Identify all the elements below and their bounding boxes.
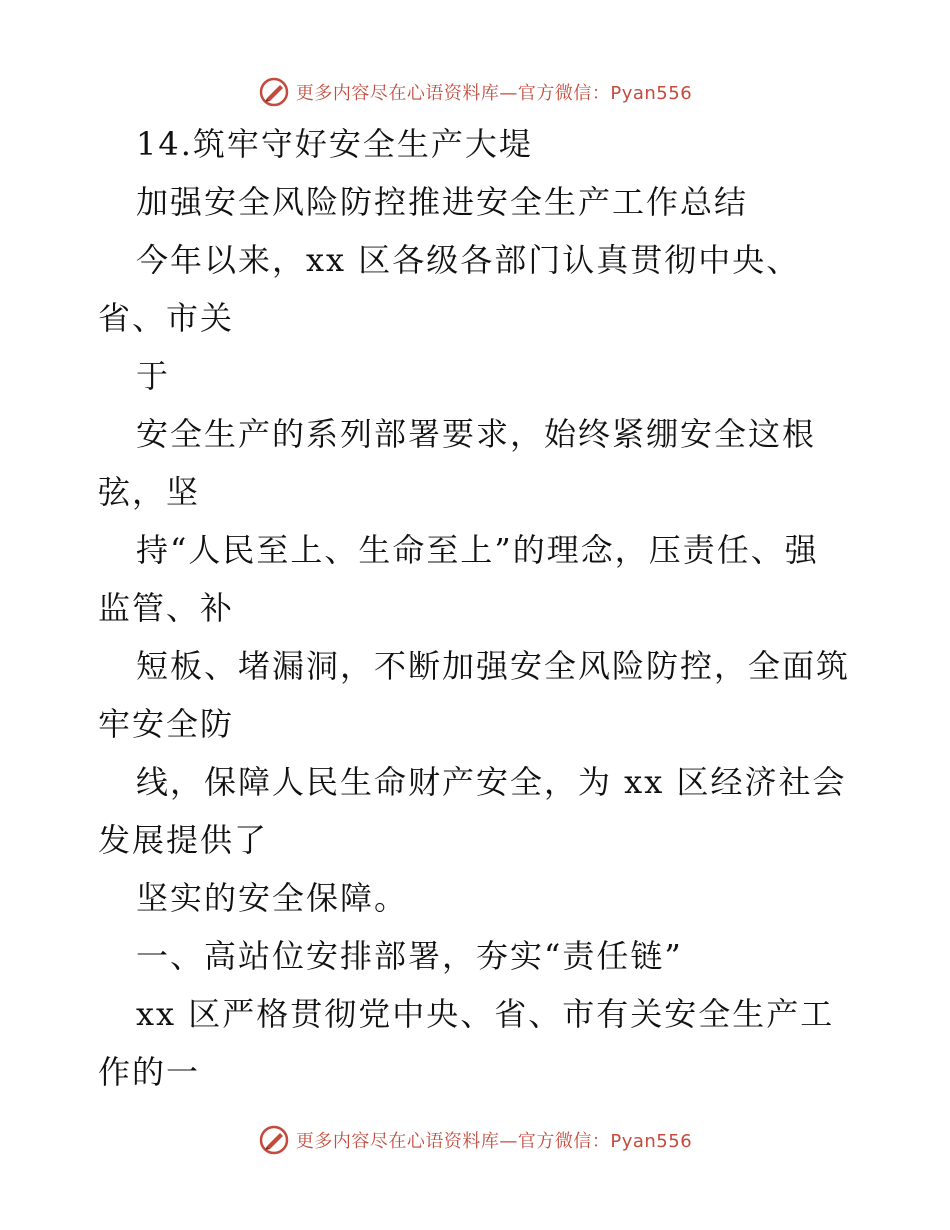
paragraph-line: 发展提供了 (98, 821, 269, 859)
watermark-text: 更多内容尽在心语资料库—官方微信：Pyan556 (295, 1131, 693, 1152)
paragraph-line: 省、市关 (98, 299, 235, 337)
paragraph-line: 持“人民至上、生命至上”的理念，压责任、强 (136, 531, 819, 569)
paragraph-line: 坚实的安全保障。 (136, 879, 409, 917)
paragraph-line: xx 区严格贯彻党中央、省、市有关安全生产工 (136, 995, 835, 1033)
paragraph-line: 作的一 (98, 1053, 201, 1091)
paragraph-line: 安全生产的系列部署要求，始终紧绷安全这根 (136, 415, 817, 453)
header-watermark (0, 72, 950, 112)
paragraph-line: 短板、堵漏洞，不断加强安全风险防控，全面筑 (136, 647, 851, 685)
paragraph-line: 于 (136, 357, 171, 395)
paragraph-line: 监管、补 (98, 589, 235, 627)
watermark-text: 更多内容尽在心语资料库—官方微信：Pyan556 (295, 83, 693, 104)
paragraph-line: 线，保障人民生命财产安全，为 xx 区经济社会 (136, 763, 847, 801)
footer-watermark (0, 1120, 950, 1160)
subsection-heading: 一、高站位安排部署，夯实“责任链” (136, 937, 683, 975)
paragraph-line: 今年以来，xx 区各级各部门认真贯彻中央、 (136, 241, 801, 279)
paragraph-line: 弦，坚 (98, 473, 201, 511)
paragraph-line: 牢安全防 (98, 705, 235, 743)
section-heading: 14.筑牢守好安全生产大堤 (136, 125, 533, 163)
brand-logo-icon (258, 76, 290, 108)
brand-logo-icon (258, 1124, 290, 1156)
document-title: 加强安全风险防控推进安全生产工作总结 (136, 183, 749, 221)
